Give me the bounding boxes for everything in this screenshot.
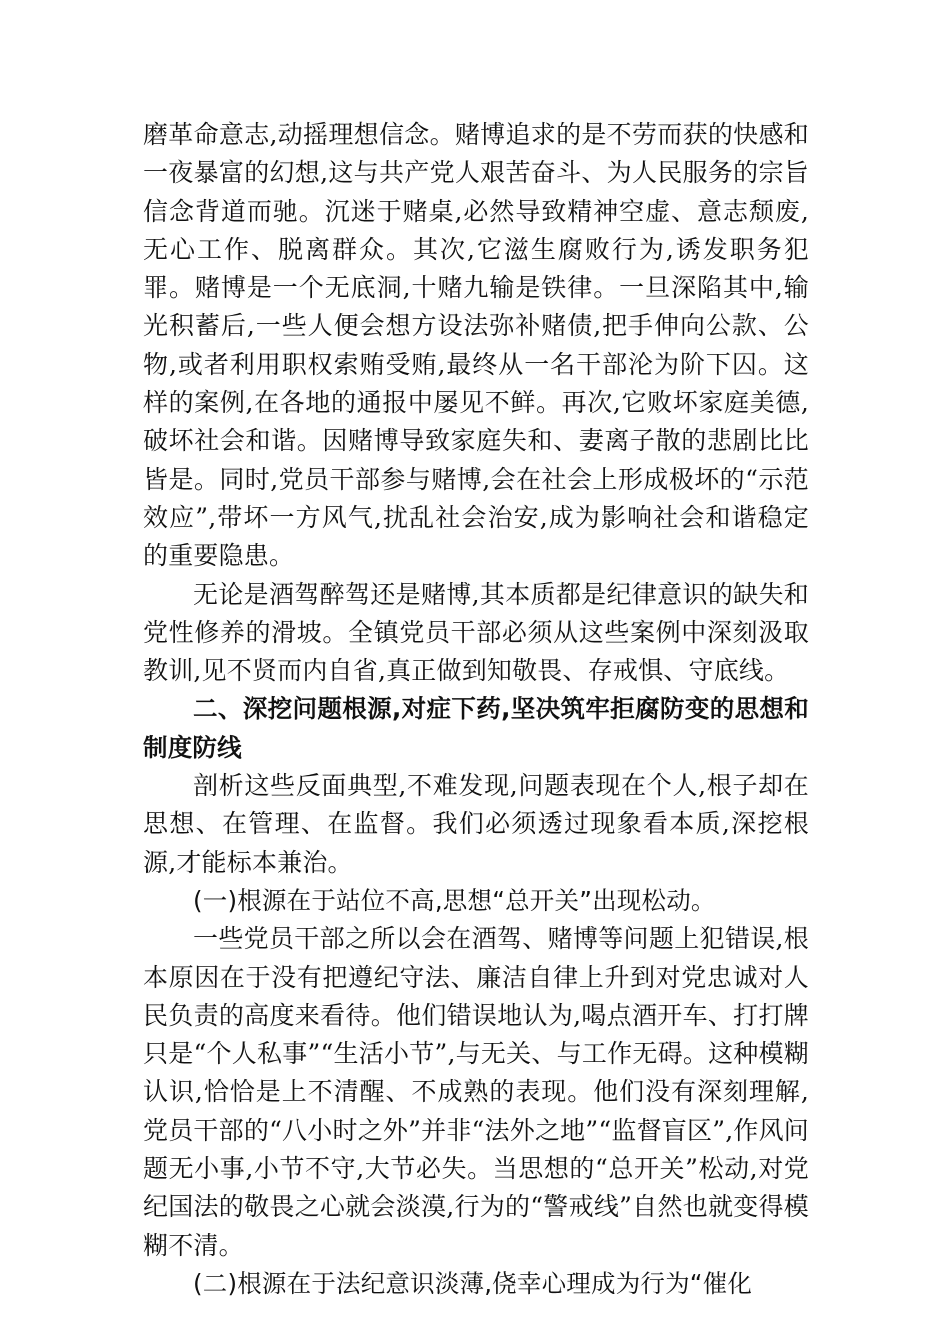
body-text [143,116,809,1303]
paragraph-thinking-switch: 一些党员干部之所以会在酒驾、赌博等问题上犯错误,根本原因在于没有把遵纪守法、廉洁自律上升到对党忠诚对人民负责的高度来看待。他们错误地认为,喝点酒开车、打打牌只是“个人私事”“生活小节”,与无关、与工作无碍。这种模糊认识,恰恰是上不清醒、不成熟的表现。他们没有深刻理解,党员干部的“八小时之外”并非“法外之地”“监督盲区”,作风问题无小事,小节不守,大节必失。当思想的“总开关”松动,对党纪国法的敬畏之心就会淡漠,行为的“警戒线”自然也就变得模糊不清。 [143,924,809,1260]
paragraph-gambling-harms: 磨革命意志,动摇理想信念。赌博追求的是不劳而获的快感和一夜暴富的幻想,这与共产党人艰苦奋斗、为人民服务的宗旨信念背道而驰。沉迷于赌桌,必然导致精神空虚、意志颓废,无心工作、脱离群众。其次,它滋生腐败行为,诱发职务犯罪。赌博是一个无底洞,十赌九输是铁律。一旦深陷其中,输光积蓄后,一些人便会想方设法弥补赌债,把手伸向公款、公物,或者利用职权索贿受贿,最终从一名干部沦为阶下囚。这样的案例,在各地的通报中屡见不鲜。再次,它败坏家庭美德,破坏社会和谐。因赌博导致家庭失和、妻离子散的悲剧比比皆是。同时,党员干部参与赌博,会在社会上形成极坏的“示范效应”,带坏一方风气,扰乱社会治安,成为影响社会和谐稳定的重要隐患。 [143,120,809,571]
paragraph-root-analysis: 剖析这些反面典型,不难发现,问题表现在个人,根子却在思想、在管理、在监督。我们必须透过现象看本质,深挖根源,才能标本兼治。 [143,771,809,877]
subheading-two: (二)根源在于法纪意识淡薄,侥幸心理成为行为“催化 [193,1268,753,1298]
paragraph-summary: 无论是酒驾醉驾还是赌博,其本质都是纪律意识的缺失和党性修养的滑坡。全镇党员干部必须从这些案例中深刻汲取教训,见不贤而内自省,真正做到知敬畏、存戒惧、守底线。 [143,579,809,686]
subheading-one: (一)根源在于站位不高,思想“总开关”出现松动。 [193,885,716,915]
section-heading-two: 二、深挖问题根源,对症下药,坚决筑牢拒腐防变的思想和制度防线 [143,694,809,762]
